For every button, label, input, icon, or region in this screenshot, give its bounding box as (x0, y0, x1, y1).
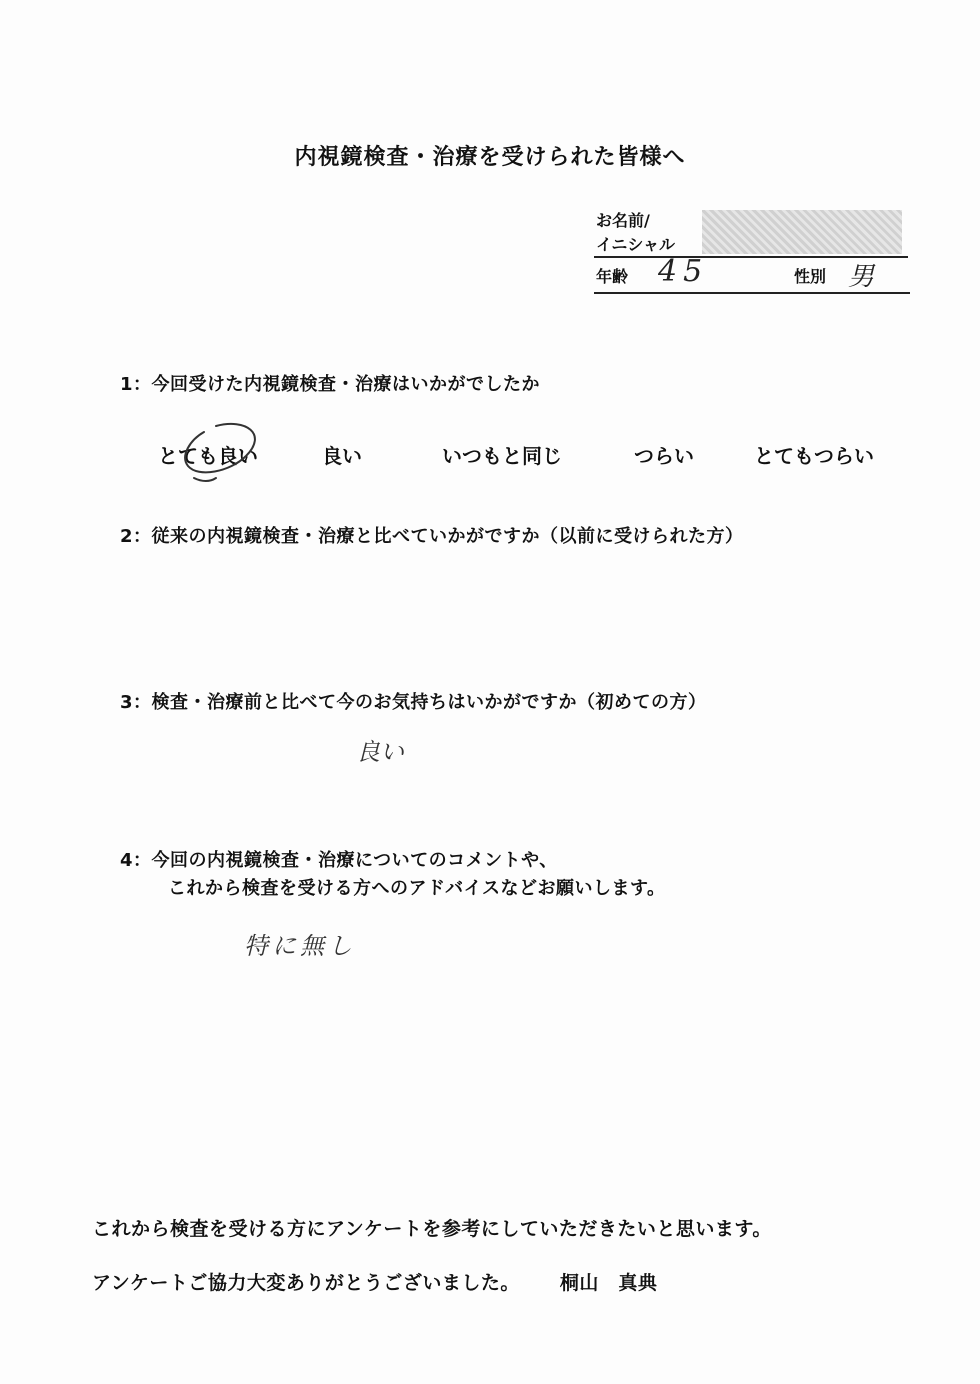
sex-value: 男 (848, 262, 875, 292)
age-label: 年齢 (596, 267, 629, 286)
question-2: 2：従来の内視鏡検査・治療と比べていかがですか（以前に受けられた方） (120, 526, 744, 547)
question-4-line-1: 4：今回の内視鏡検査・治療についてのコメントや、 (120, 850, 558, 871)
answer-4-handwritten: 特に無し (244, 932, 356, 960)
option-same-as-usual[interactable]: いつもと同じ (442, 444, 562, 468)
closing-message: これから検査を受ける方にアンケートを参考にしていただきたいと思います。 (92, 1218, 772, 1240)
thanks-message: アンケートご協力大変ありがとうございました。 (92, 1272, 520, 1294)
option-very-hard[interactable]: とてもつらい (754, 444, 874, 468)
age-value: 45 (658, 254, 709, 289)
option-very-good[interactable]: とても良い (158, 444, 258, 468)
thanks-line (92, 1268, 657, 1295)
signature-name: 桐山 真典 (559, 1272, 658, 1294)
initial-label: イニシャル (596, 235, 676, 254)
question-4-line-2: これから検査を受ける方へのアドバイスなどお願いします。 (168, 878, 666, 899)
age-underline (594, 292, 910, 294)
respondent-info-box (594, 204, 910, 294)
question-1-options (0, 440, 980, 474)
selection-circle-mark (176, 420, 286, 490)
question-3: 3：検査・治療前と比べて今のお気持ちはいかがですか（初めての方） (120, 692, 707, 713)
question-1: 1：今回受けた内視鏡検査・治療はいかがでしたか (120, 374, 541, 395)
option-good[interactable]: 良い (322, 444, 362, 468)
redacted-name (702, 210, 902, 254)
answer-3-handwritten: 良い (356, 738, 404, 766)
option-hard[interactable]: つらい (634, 444, 694, 468)
name-label: お名前/ (596, 211, 650, 230)
sex-label: 性別 (794, 267, 827, 286)
page-title: 内視鏡検査・治療を受けられた皆様へ (294, 145, 686, 170)
